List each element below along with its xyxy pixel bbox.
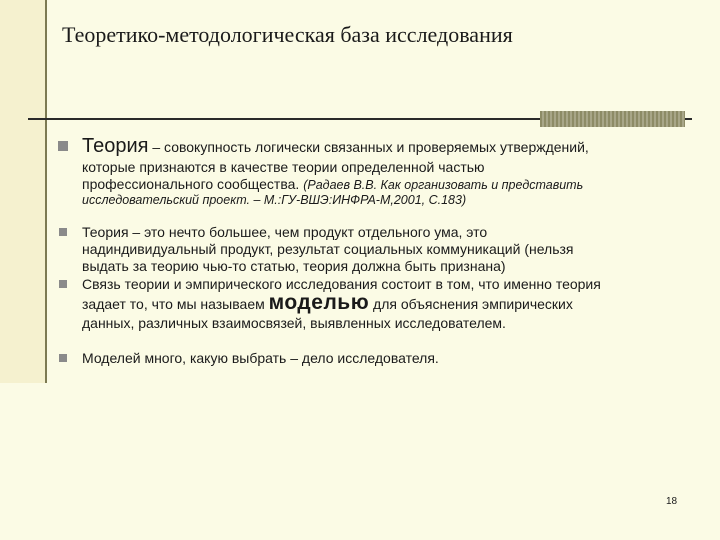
citation-part1: (Радаев В.В. Как организовать и представить (303, 178, 584, 192)
term-model: моделью (268, 291, 370, 314)
citation-part2: исследовательский проект. – М.:ГУ-ВШЭ:ИНФРА-М,2001, С.183) (82, 193, 467, 207)
item1-line1 (82, 135, 589, 158)
divider-accent-block (540, 111, 685, 127)
item3-line1: Связь теории и эмпирического исследования состоит в том, что именно теория (82, 276, 601, 292)
item3-line2 (82, 291, 573, 315)
term-theory: Теория (82, 135, 149, 157)
left-decor-edge (45, 0, 47, 383)
item1-line3-text: профессионального сообщества. (82, 176, 304, 192)
item3-line2-a: задает то, что мы называем (82, 296, 269, 312)
item1-line3 (82, 176, 583, 192)
item1-line2: которые признаются в качестве теории определенной частью (82, 159, 485, 175)
page-number: 18 (666, 496, 678, 507)
item1-definition: – совокупность логически связанных и проверяемых утверждений, (148, 139, 589, 155)
slide-title: Теоретико-методологическая база исследования (62, 22, 513, 47)
square-bullet-icon (59, 354, 67, 362)
item2-line1: Теория – это нечто большее, чем продукт отдельного ума, это (82, 224, 488, 240)
left-decor-bar (0, 0, 47, 383)
square-bullet-icon (59, 280, 67, 288)
item2-line3: выдать за теорию чью-то статью, теория должна быть признана) (82, 258, 506, 274)
item3-line3: данных, различных взаимосвязей, выявленных исследователем. (82, 315, 506, 331)
item2-line2: надиндивидуальный продукт, результат социальных коммуникаций (нельзя (82, 241, 574, 257)
item3-line2-b: для объяснения эмпирических (369, 296, 573, 312)
square-bullet-icon (58, 141, 68, 151)
square-bullet-icon (59, 228, 67, 236)
item4-line1: Моделей много, какую выбрать – дело исследователя. (82, 350, 439, 366)
